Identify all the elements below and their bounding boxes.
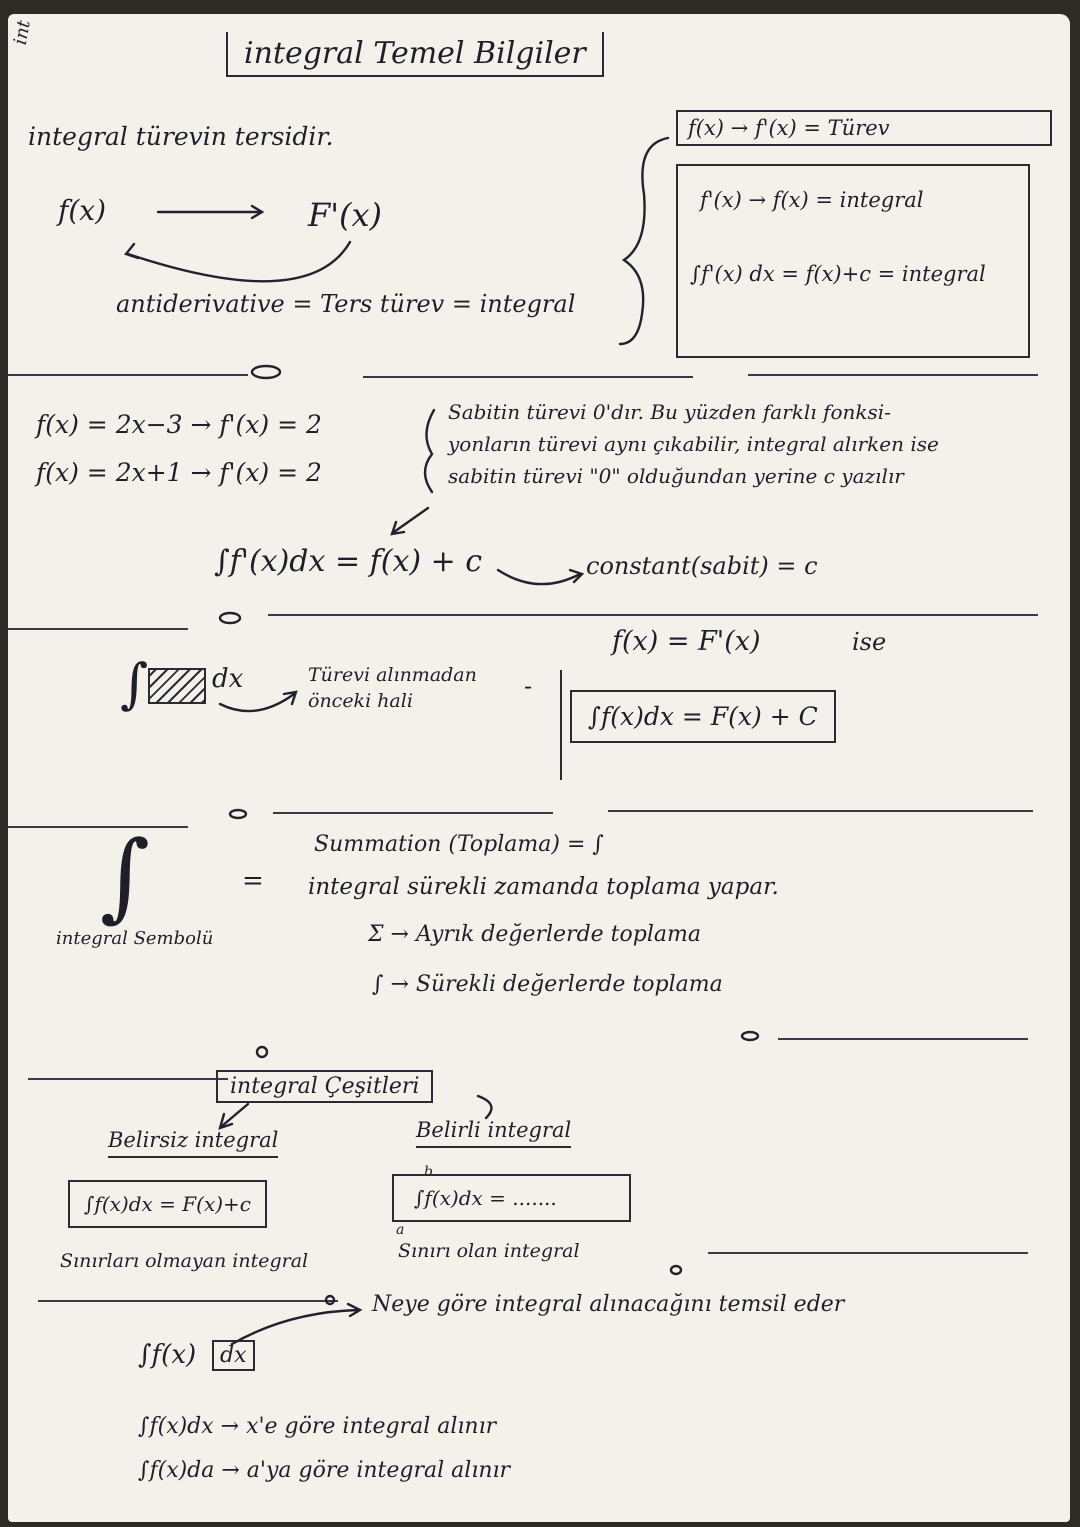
example-eq-2: f(x) = 2x+1 → f'(x) = 2: [36, 458, 322, 487]
result-box: ∫f(x)dx = F(x) + C: [570, 690, 836, 743]
definite-caption: Sınırı olan integral: [398, 1240, 580, 1262]
fprime-label: F'(x): [308, 196, 383, 234]
main-equation: ∫f'(x)dx = f(x) + c: [214, 544, 483, 579]
dx-expression-box: dx: [212, 1340, 255, 1371]
corner-mark: int: [9, 18, 35, 47]
discrete-sum-line: Σ → Ayrık değerlerde toplama: [368, 922, 701, 947]
brace-2: [425, 410, 434, 492]
integral-symbol-label: integral Sembolü: [56, 928, 214, 949]
big-integral-sign: ∫: [100, 820, 151, 932]
constant-arrow: [498, 570, 582, 584]
dash-separator: -: [524, 672, 533, 700]
derivative-arrow: [158, 206, 262, 218]
types-heading: integral Çeşitleri: [216, 1070, 433, 1103]
constant-note-2: yonların türevi aynı çıkabilir, integral alırken ise: [448, 432, 939, 456]
doodle-5: [257, 1047, 267, 1057]
doodle-6: [326, 1296, 334, 1304]
doodle-2: [220, 613, 240, 623]
intro-text: integral türevin tersidir.: [28, 122, 334, 151]
hatched-arrow: [220, 692, 296, 711]
condition-eq: f(x) = F'(x): [612, 626, 761, 657]
dx-label: dx: [212, 664, 244, 694]
upper-limit: b: [424, 1164, 433, 1180]
before-derivative-2: önceki hali: [308, 690, 413, 712]
box-row-integral: f'(x) → f(x) = integral: [700, 188, 924, 212]
integral-sign-small: ∫: [120, 652, 149, 715]
constant-note-1: Sabitin türevi 0'dır. Bu yüzden farklı fonksi-: [448, 400, 891, 424]
example-da: ∫f(x)da → a'ya göre integral alınır: [138, 1458, 511, 1483]
variable-explanation: Neye göre integral alınacağını temsil eder: [372, 1292, 845, 1317]
doodle-4: [742, 1032, 758, 1040]
example-eq-1: f(x) = 2x−3 → f'(x) = 2: [36, 410, 322, 439]
antiderivative-text: antiderivative = Ters türev = integral: [116, 290, 576, 318]
continuous-sum-line: ∫ → Sürekli değerlerde toplama: [372, 972, 723, 997]
types-arrow-left: [220, 1104, 248, 1128]
box-row-formula: ∫f'(x) dx = f(x)+c = integral: [690, 262, 986, 286]
doodle-3: [230, 810, 246, 818]
definite-title: Belirli integral: [416, 1118, 571, 1148]
pen-strokes: [8, 14, 1070, 1522]
constant-note-3: sabitin türevi "0" olduğundan yerine c yazılır: [448, 464, 904, 488]
equals-sign: =: [242, 866, 264, 896]
types-arrow-right: [478, 1096, 491, 1118]
doodle-7: [671, 1266, 681, 1274]
definite-box: ∫f(x)dx = .......: [392, 1174, 631, 1222]
box-row-derivative: f(x) → f'(x) = Türev: [676, 110, 1052, 146]
indefinite-box: ∫f(x)dx = F(x)+c: [68, 1180, 267, 1228]
antiderivative-arrow: [126, 242, 350, 281]
notebook-page: [8, 14, 1070, 1522]
summation-line: Summation (Toplama) = ∫: [314, 832, 604, 857]
brace-1: [620, 138, 668, 344]
lower-limit: a: [396, 1222, 405, 1238]
constant-label: constant(sabit) = c: [586, 552, 818, 580]
dx-expression-main: ∫f(x): [138, 1340, 197, 1370]
f-label: f(x): [58, 194, 107, 227]
doodle-1: [252, 366, 280, 378]
example-dx: ∫f(x)dx → x'e göre integral alınır: [138, 1414, 497, 1439]
dx-arrow: [232, 1304, 360, 1344]
indefinite-caption: Sınırları olmayan integral: [60, 1250, 309, 1272]
before-derivative-1: Türevi alınmadan: [308, 664, 477, 686]
indefinite-title: Belirsiz integral: [108, 1128, 278, 1158]
continuous-line: integral sürekli zamanda toplama yapar.: [308, 874, 779, 900]
ise-word: ise: [852, 628, 887, 656]
note-arrow: [392, 508, 428, 534]
page-title: integral Temel Bilgiler: [226, 32, 604, 77]
